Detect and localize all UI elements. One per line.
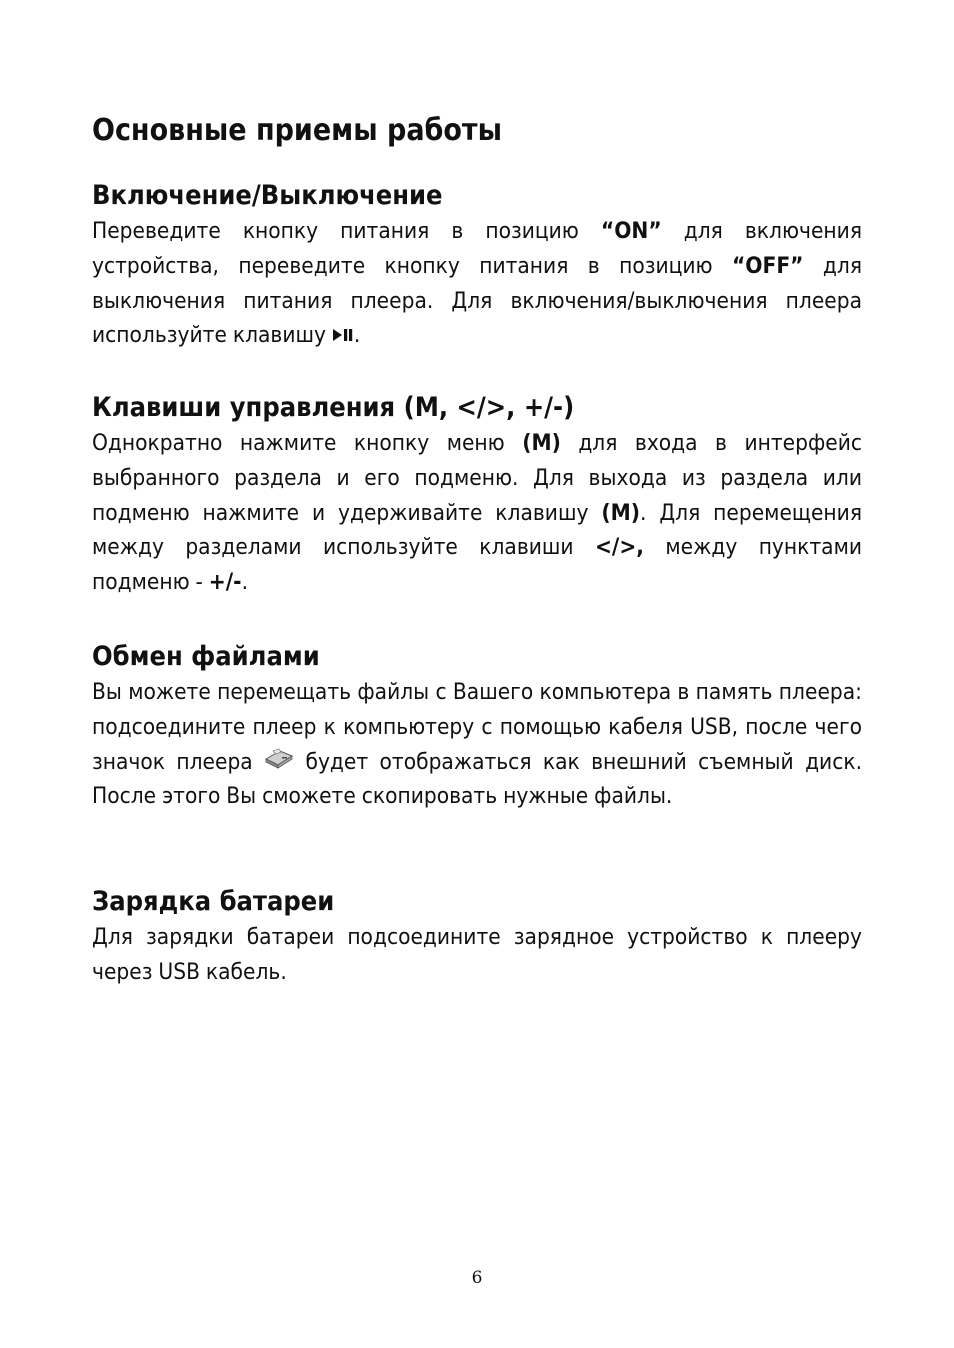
section-power — [92, 178, 862, 353]
text-run: . Для перемещения между разделами используйте клавиши — [92, 499, 862, 561]
text-run: . — [241, 569, 248, 596]
section-controls — [92, 390, 862, 600]
section-file-exchange — [92, 639, 862, 814]
text-run: . — [353, 322, 361, 349]
nav-keys-label: </>, — [594, 534, 644, 561]
section-text-battery — [92, 920, 862, 990]
page-title: Основные приемы работы — [92, 113, 502, 148]
removable-disk-icon — [264, 745, 294, 780]
text-run: Переведите кнопку питания в позицию — [92, 218, 601, 244]
section-heading-file-exchange: Обмен файлами — [92, 641, 320, 672]
page-number: 6 — [471, 1268, 483, 1288]
section-text-file-exchange — [92, 675, 862, 814]
off-label: “OFF” — [732, 252, 804, 279]
text-run: для выключения питания плеера. Для включения/выключения плеера используйте клавишу — [92, 252, 862, 349]
section-heading-battery: Зарядка батареи — [92, 886, 335, 917]
section-heading-power: Включение/Выключение — [92, 180, 443, 211]
on-label: “ON” — [600, 218, 662, 244]
text-run: Для зарядки батареи подсоедините зарядное устройство к плееру через USB кабель. — [92, 924, 862, 985]
menu-key-label: (M) — [601, 499, 641, 526]
text-run: будет отображаться как внешний съемный диск. После этого Вы сможете скопировать нужные файлы. — [92, 748, 862, 810]
text-run: для включения устройства, переведите кнопку питания в позицию — [92, 218, 862, 279]
section-text-power — [92, 214, 862, 353]
section-heading-controls: Клавиши управления (M, </>, +/-) — [92, 392, 575, 423]
text-run: Однократно нажмите кнопку меню — [92, 430, 523, 456]
section-text-controls — [92, 426, 862, 600]
menu-key-label: (M) — [522, 430, 561, 456]
section-battery — [92, 884, 862, 990]
play-pause-icon — [332, 318, 354, 353]
text-run: для входа в интерфейс выбранного раздела и его подменю. Для выхода из раздела или подменю нажмите и удерживайте клавишу — [92, 430, 862, 526]
text-run: Вы можете перемещать файлы с Вашего компьютера в память плеера: подсоедините плеер к компьютеру с помощью кабеля USB, после чего значок плеера — [92, 679, 862, 775]
text-run: между пунктами подменю - — [92, 534, 862, 596]
volume-keys-label: +/- — [208, 569, 242, 596]
